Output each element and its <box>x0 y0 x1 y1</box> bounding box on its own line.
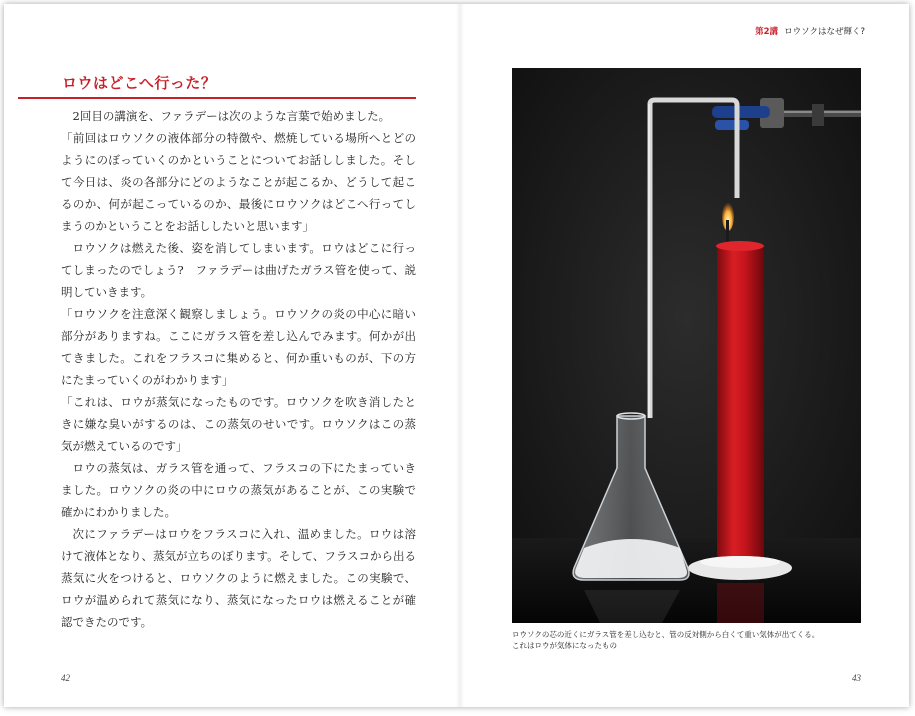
paragraph-4: 「ロウソクを注意深く観察しましょう。ロウソクの炎の中心に暗い部分がありますね。ここにガラス管を差し込んでみます。何かが出てきました。これをフラスコに集めると、何か重いものが、下の方にたまっていくのがわかります」 <box>61 307 416 387</box>
body-text <box>61 105 416 633</box>
section-title: ロウはどこへ行った？ <box>62 74 217 92</box>
chapter-label: 第2講 <box>755 27 779 37</box>
paragraph-3: ロウソクは燃えた後、姿を消してしまいます。ロウはどこに行ってしまったのでしょう? ファラデーは曲げたガラス管を使って、説明していきます。 <box>61 241 416 299</box>
page-number-left: 42 <box>61 673 70 683</box>
book-gutter <box>456 4 464 707</box>
paragraph-6: ロウの蒸気は、ガラス管を通って、フラスコの下にたまっていきました。ロウソクの炎の中にロウの蒸気があることが、この実験で確かにわかりました。 <box>61 461 416 519</box>
paragraph-5: 「これは、ロウが蒸気になったものです。ロウソクを吹き消したときに嫌な臭いがするのは、この蒸気のせいです。ロウソクはこの蒸気が燃えているのです」 <box>61 395 416 453</box>
chapter-title: ロウソクはなぜ輝く? <box>784 27 865 37</box>
caption-line-2: これはロウが気体になったもの <box>512 641 617 650</box>
photo-caption <box>512 629 872 651</box>
paragraph-2: 「前回はロウソクの液体部分の特徴や、燃焼している場所へとどのようにのぼっていくのかということについてお話ししました。そして今日は、炎の各部分にどのようなことが起こるか、どうして起こるのか、何が起こっているのか、最後にロウソクはどこへ行ってしまうのかということをお話ししたいと思います」 <box>61 131 416 233</box>
paragraph-7: 次にファラデーはロウをフラスコに入れ、温めました。ロウは溶けて液体となり、蒸気が立ちのぼります。そして、フラスコから出る蒸気に火をつけると、ロウソクのように燃えました。この実験で、ロウが温められて蒸気になり、蒸気になったロウは燃えることが確認できたのです。 <box>61 527 417 629</box>
experiment-photo <box>512 68 861 623</box>
title-underline <box>18 97 416 99</box>
running-header <box>755 25 865 37</box>
page-number-right: 43 <box>852 673 861 683</box>
paragraph-1: 2回目の講演を、ファラデーは次のような言葉で始めました。 <box>72 109 391 123</box>
caption-line-1: ロウソクの芯の近くにガラス管を差し込むと、管の反対側から白くて重い気体が出てくる。 <box>512 630 820 639</box>
book-spread <box>4 4 909 707</box>
